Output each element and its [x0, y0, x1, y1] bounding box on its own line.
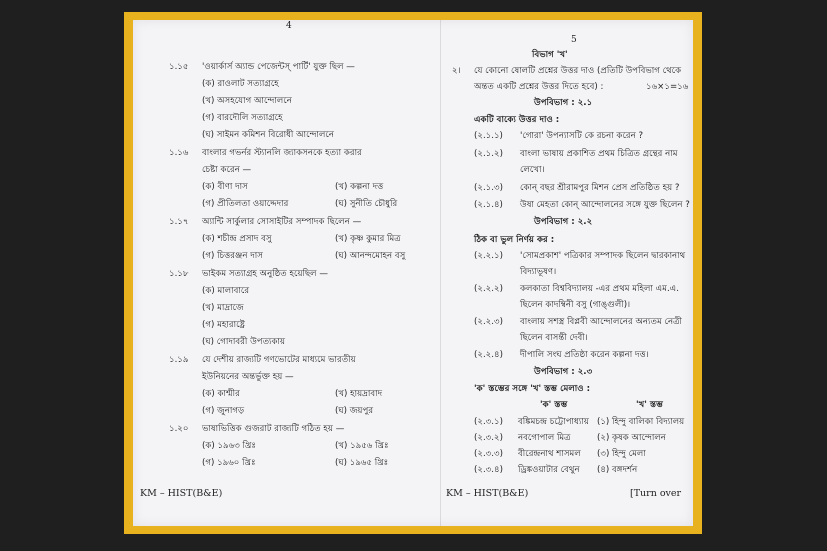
- item-number: (২.২.১): [474, 251, 503, 261]
- subsection-heading: একটি বাক্যে উত্তর দাও :: [474, 115, 560, 125]
- option: (ঘ) গোদাবরী উপত্যকায়: [202, 337, 286, 347]
- column-b-item: (১) হিন্দু বালিকা বিদ্যালয়: [597, 417, 685, 427]
- item-number: (২.১.৪): [474, 200, 503, 210]
- option: (ঘ) আনন্দমোহন বসু: [335, 251, 406, 261]
- page-fold: [440, 20, 441, 526]
- page-footer: KM – HIST(B&E): [140, 488, 223, 499]
- question-number: ১.১৯: [169, 355, 189, 365]
- column-b-item: (৩) হিন্দু মেলা: [597, 449, 646, 459]
- option: (গ) ১৯৬০ খ্রিঃ: [202, 458, 256, 468]
- column-a-item: ড্রিঙ্কওয়াটার বেথুন: [518, 465, 580, 475]
- item-text: 'সোমপ্রকাশ' পত্রিকার সম্পাদক ছিলেন দ্বারকানাথ: [520, 251, 686, 261]
- column-b-item: (২) কৃষক আন্দোলন: [597, 433, 666, 443]
- marks: ১৬×১=১৬: [646, 82, 689, 92]
- item-text: বাংলায় সশস্ত্র বিপ্লবী আন্দোলনের অন্যতম নেত্রী: [520, 317, 682, 327]
- option: (খ) হায়দ্রাবাদ: [335, 389, 383, 399]
- subsection-title: উপবিভাগ : ২.৩: [534, 367, 593, 377]
- question-text: বাংলার গভর্নর স্ট্যানলি জ্যাকসনকে হত্যা করার: [202, 148, 362, 158]
- column-a-item: বঙ্কিমচন্দ্র চট্টোপাধ্যায়: [518, 417, 589, 427]
- option: (খ) অসহযোগ আন্দোলনে: [202, 96, 292, 106]
- question-text: ভাইকম সত্যাগ্রহ অনুষ্ঠিত হয়েছিল —: [202, 269, 328, 279]
- option: (ক) ১৯৬৩ খ্রিঃ: [202, 441, 256, 451]
- item-text: ছিলেন কাদম্বিনী বসু (গাঙ্গুলী)।: [520, 300, 631, 310]
- instruction: যে কোনো ষোলটি প্রশ্নের উত্তর দাও (প্রতিটি উপবিভাগ থেকে: [474, 66, 682, 76]
- question-text: ভাষাভিত্তিক গুজরাট রাজ্যটি গঠিত হয় —: [202, 424, 345, 434]
- item-number: (২.১.৩): [474, 183, 503, 193]
- question-text: 'ওয়ার্কার্স অ্যান্ড পেজেন্টস্ পার্টি' যুক্ত ছিল —: [202, 62, 355, 72]
- option: (গ) প্রীতিলতা ওয়াদ্দেদার: [202, 199, 289, 209]
- item-text: বাংলা ভাষায় প্রকাশিত প্রথম চিত্রিত গ্রন্থের নাম: [520, 149, 678, 159]
- item-number: (২.১.২): [474, 149, 503, 159]
- option: (ক) কাশ্মীর: [202, 389, 240, 399]
- option: (ক) শচীন্দ্র প্রসাদ বসু: [202, 234, 272, 244]
- instruction: অন্তত একটি প্রশ্নের উত্তর দিতে হবে) :: [474, 82, 604, 92]
- item-text: কলকাতা বিশ্ববিদ্যালয় -এর প্রথম মহিলা এম.এ.: [520, 284, 679, 294]
- turn-over-label: [Turn over: [630, 488, 682, 499]
- page-number: 5: [571, 35, 577, 45]
- page-number: 4: [286, 21, 292, 31]
- option: (ঘ) ১৯৬৫ খ্রিঃ: [335, 458, 389, 468]
- option: (খ) কল্পনা দত্ত: [335, 182, 384, 192]
- question-text: অ্যান্টি সার্কুলার সোসাইটির সম্পাদক ছিলেন —: [202, 217, 362, 227]
- section-title: বিভাগ 'খ': [532, 50, 568, 60]
- item-text: 'গোরা' উপন্যাসটি কে রচনা করেন ?: [520, 131, 644, 141]
- subsection-title: উপবিভাগ : ২.১: [534, 98, 593, 108]
- item-number: (২.৩.৩): [474, 449, 503, 459]
- question-number: ১.১৮: [169, 269, 189, 279]
- item-text: কোন্ বছর শ্রীরামপুর মিশন প্রেস প্রতিষ্ঠিত হয় ?: [520, 183, 680, 193]
- option: (ঘ) সাইমন কমিশন বিরোধী আন্দোলনে: [202, 130, 334, 140]
- column-b-header: 'খ' স্তম্ভ: [636, 400, 663, 410]
- question-number: ১.১৫: [169, 62, 189, 72]
- item-text: লেখো।: [520, 165, 545, 175]
- item-text: ছিলেন বাসন্তী দেবী।: [520, 333, 588, 343]
- option: (ক) রাওলাট সত্যাগ্রহে: [202, 79, 279, 89]
- item-text: বিদ্যাভূষণ।: [520, 267, 557, 277]
- subsection-heading: ঠিক বা ভুল নির্ণয় কর :: [474, 235, 555, 245]
- option: (গ) চিত্তরঞ্জন দাস: [202, 251, 263, 261]
- question-number: ১.২০: [169, 424, 189, 434]
- item-text: উষা মেহতা কোন্ আন্দোলনের সঙ্গে যুক্ত ছিলেন ?: [520, 200, 690, 210]
- question-number: ২।: [452, 66, 461, 76]
- item-number: (২.৩.১): [474, 417, 503, 427]
- option: (খ) মাদ্রাজে: [202, 303, 244, 313]
- question-number: ১.১৬: [169, 148, 189, 158]
- option: (ক) বীণা দাস: [202, 182, 248, 192]
- item-number: (২.২.২): [474, 284, 503, 294]
- item-number: (২.২.৩): [474, 317, 503, 327]
- item-text: দীপালি সংঘ প্রতিষ্ঠা করেন কল্পনা দত্ত।: [520, 350, 649, 360]
- item-number: (২.২.৪): [474, 350, 503, 360]
- question-text: যে দেশীয় রাজ্যটি গণভোটের মাধ্যমে ভারতীয়: [202, 355, 356, 365]
- item-number: (২.৩.২): [474, 433, 503, 443]
- option: (ঘ) জয়পুর: [335, 406, 374, 416]
- option: (গ) বারদৌলি সত্যাগ্রহে: [202, 113, 283, 123]
- question-number: ১.১৭: [169, 217, 189, 227]
- item-number: (২.১.১): [474, 131, 503, 141]
- option: (গ) মহারাষ্ট্রে: [202, 320, 245, 330]
- column-b-item: (৪) বঙ্গদর্শন: [597, 465, 638, 475]
- subsection-title: উপবিভাগ : ২.২: [534, 217, 593, 227]
- option: (ঘ) সুনীতি চৌধুরি: [335, 199, 398, 209]
- option: (ক) মালাবারে: [202, 286, 250, 296]
- question-text: ইউনিয়নের অন্তর্ভুক্ত হয় —: [202, 372, 294, 382]
- item-number: (২.৩.৪): [474, 465, 503, 475]
- option: (খ) কৃষ্ণ কুমার মিত্র: [335, 234, 401, 244]
- subsection-heading: 'ক' স্তম্ভের সঙ্গে 'খ' স্তম্ভ মেলাও :: [474, 384, 591, 394]
- option: (গ) জুনাগড়: [202, 406, 245, 416]
- column-a-item: বীরেন্দ্রনাথ শাসমল: [518, 449, 581, 459]
- column-a-header: 'ক' স্তম্ভ: [540, 400, 568, 410]
- option: (খ) ১৯৫৬ খ্রিঃ: [335, 441, 389, 451]
- page-footer: KM – HIST(B&E): [446, 488, 529, 499]
- column-a-item: নবগোপাল মিত্র: [518, 433, 571, 443]
- question-text: চেষ্টা করেন —: [202, 165, 252, 175]
